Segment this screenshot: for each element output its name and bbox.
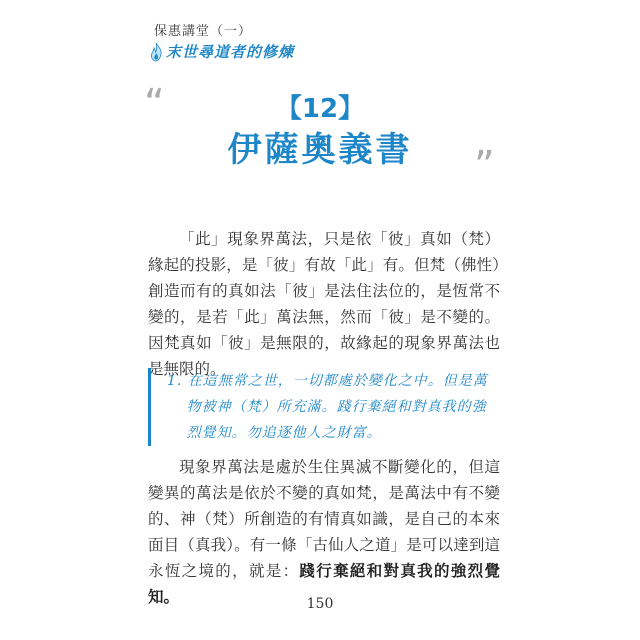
flame-icon xyxy=(148,42,164,62)
body-paragraph-2 xyxy=(148,454,500,610)
chapter-title: 伊薩奧義書 xyxy=(227,130,413,170)
body-paragraph-2-text: 現象界萬法是處於生住異滅不斷變化的，但這變異的萬法是依於不變的真如梵，是萬法中有不變的、神（梵）所創造的有情真如識，是自己的本來面目（真我）。有一條「古仙人之道」是可以達到這永恆之境的，就是： xyxy=(148,458,500,580)
page-number: 150 xyxy=(306,596,334,612)
series-title: 保惠講堂（一） xyxy=(154,24,253,39)
verse-note-text: 1. 在這無常之世，一切都處於變化之中。但是萬物被神（梵）所充滿。踐行棄絕和對真我的強烈覺知。勿追逐他人之財富。 xyxy=(167,373,488,441)
body-paragraph-2-emphasis: 踐行棄絕和對真我的強烈覺知。 xyxy=(148,562,500,606)
book-subtitle: 末世尋道者的修煉 xyxy=(166,43,295,61)
close-quote-mark: ” xyxy=(474,143,495,189)
chapter-number: 【12】 xyxy=(275,94,365,124)
verse-note xyxy=(148,368,500,446)
subtitle-row xyxy=(148,41,294,62)
body-paragraph-1: 「此」現象界萬法，只是依「彼」真如（梵）緣起的投影，是「彼」有故「此」有。但梵（佛性）創造而有的真如法「彼」是法住法位的，是恆常不變的，是若「此」萬法無，然而「彼」是不變的。因梵真如「彼」是無限的，故緣起的現象界萬法也是無限的。 xyxy=(148,230,500,378)
running-header xyxy=(148,20,294,62)
open-quote-mark: “ xyxy=(144,81,165,127)
